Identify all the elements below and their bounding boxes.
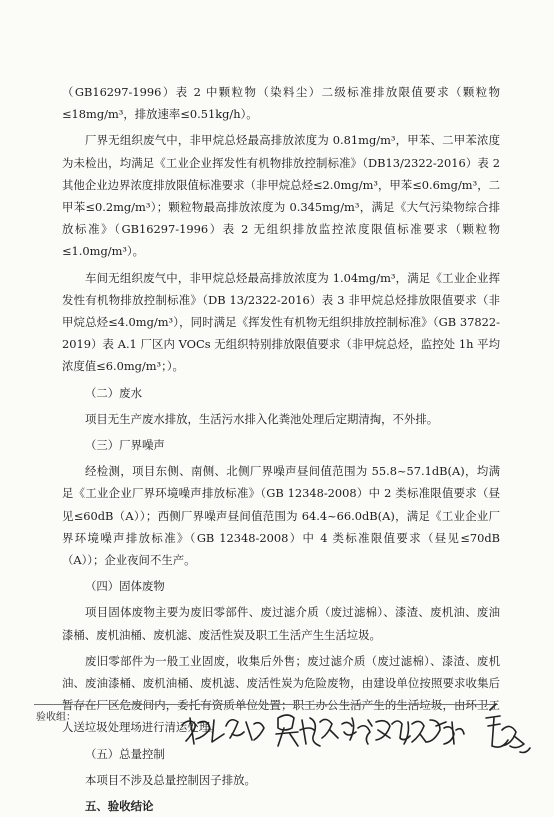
paragraph-solid-waste-handling: 废旧零部件为一般工业固废，收集后外售；废过滤介质（废过滤棉）、漆渣、废机油、废油漆桶、废机油桶、废机滤、废活性炭为危险废物，由建设单位按照要求收集后暂存在厂区危废间内，委托有资质单位处置；职工办公生活产生的生活垃圾，由环卫工人送垃圾处理场进行清运处理。 (62, 653, 500, 735)
signature-1 (182, 718, 264, 744)
paragraph-workshop-waste-gas: 车间无组织废气中，非甲烷总烃最高排放浓度为 1.04mg/m³，满足《工业企业挥发性有机物排放控制标准》（DB 13/2322-2016）表 3 非甲烷总烃排放限值要求（非甲烷总烃≤4.0mg/m³），同时满足《挥发性有机物无组织排放控制标准》（GB 37822-2019）表 A.1 厂区内 VOCs 无组织特别排放限值要求（非甲烷总烃，监控处 1h 平均浓度值≤6.0mg/m³；）。 (62, 270, 500, 374)
signature-5 (486, 704, 530, 753)
signature-2 (276, 715, 338, 746)
heading-wastewater: （二）废水 (85, 385, 142, 400)
acceptance-group-label: 验收组： (36, 712, 76, 723)
signature-4 (404, 720, 464, 744)
heading-solid-waste: （四）固体废物 (85, 579, 165, 594)
paragraph-wastewater: 项目无生产废水排放，生活污水排入化粪池处理后定期清掏，不外排。 (85, 411, 439, 426)
heading-noise: （三）厂界噪声 (85, 438, 165, 453)
paragraph-solid-waste-types: 项目固体废物主要为废旧零部件、废过滤介质（废过滤棉）、漆渣、废机油、废油漆桶、废机油桶、废机滤、废活性炭及职工生活产生生活垃圾。 (62, 605, 500, 642)
paragraph-noise: 经检测，项目东侧、南侧、北侧厂界噪声昼间值范围为 55.8~57.1dB(A)，均满足《工业企业厂界环境噪声排放标准》（GB 12348-2008）中 2 类标准限值要求（昼见≤60dB（A））；西侧厂界噪声昼间值范围为 64.4~66.0dB(A)，满足《工业企业厂界环境噪声排放标准》（GB 12348-2008）中 4 类标准限值要求（昼见≤70dB（A））；企业夜间不生产。 (62, 464, 500, 568)
signature-3 (342, 718, 410, 744)
section-title-conclusion: 五、验收结论 (85, 799, 154, 814)
paragraph-total-control: 本项目不涉及总量控制因子排放。 (85, 772, 256, 787)
paragraph-waste-gas-continuation: （GB16297-1996）表 2 中颗粒物（染料尘）二级标准排放限值要求（颗粒物≤18mg/m³，排放速率≤0.51kg/h）。 (62, 85, 500, 122)
paragraph-boundary-waste-gas: 厂界无组织废气中，非甲烷总烃最高排放浓度为 0.81mg/m³，甲苯、二甲苯浓度为未检出，均满足《工业企业挥发性有机物排放控制标准》（DB13/2322-2016）表 2 其他企业边界浓度排放限值标准要求（非甲烷总烃≤2.0mg/m³，甲苯≤0.6mg/m³，二甲苯≤0.2mg/m³）；颗粒物最高排放浓度为 0.345mg/m³，满足《大气污染物综合排放标准》（GB16297-1996）表 2 无组织排放监控浓度限值标准要求（颗粒物≤1.0mg/m³）。 (62, 133, 500, 259)
heading-total-control: （五）总量控制 (85, 746, 165, 761)
